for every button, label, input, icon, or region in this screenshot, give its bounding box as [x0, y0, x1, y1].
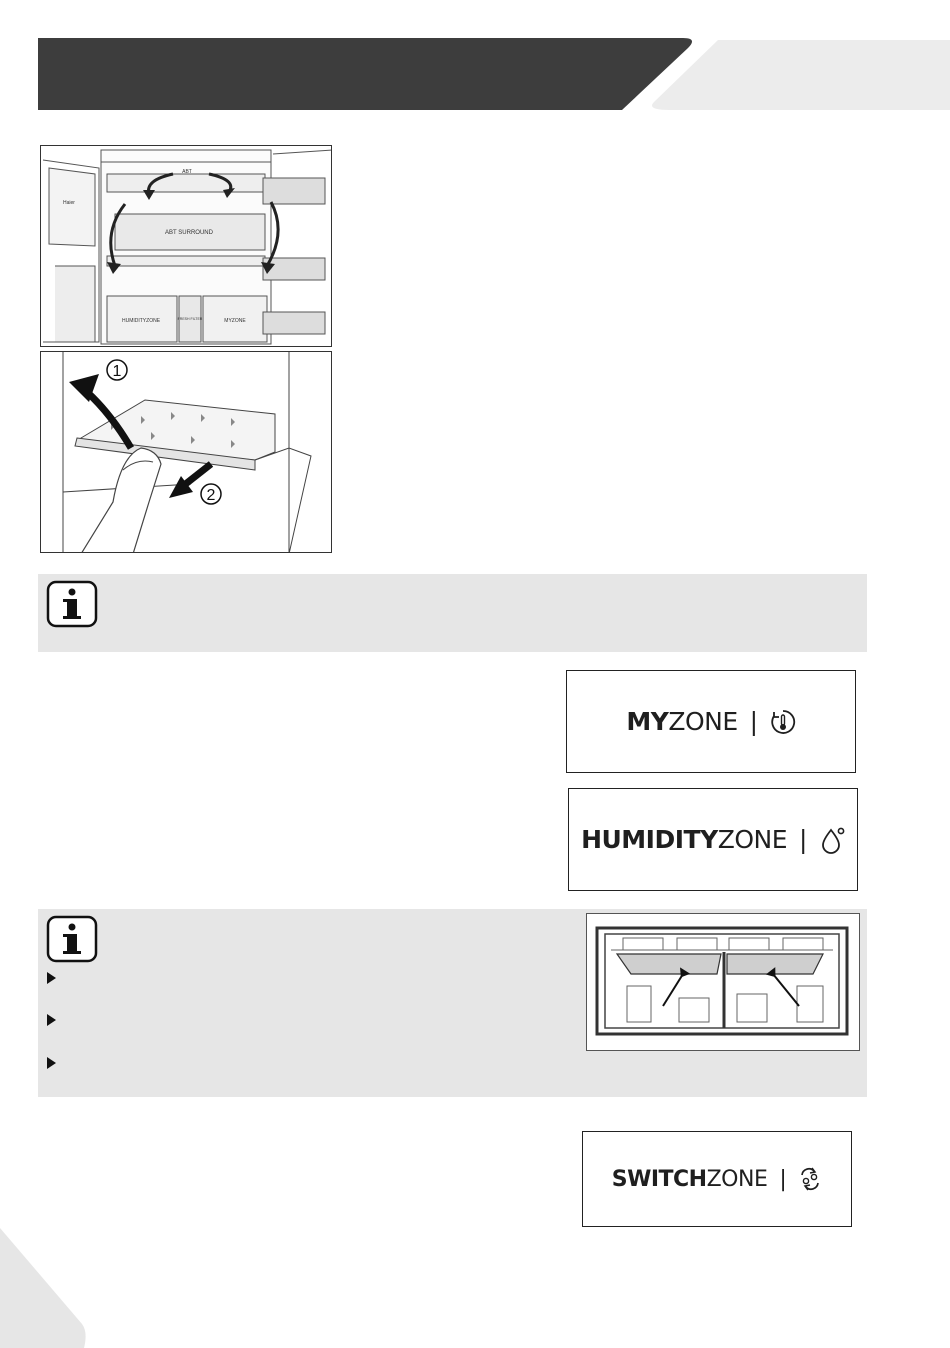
switchzone-logo-box: [582, 1131, 852, 1227]
myzone-logo-box: [566, 670, 856, 773]
switchzone-logo-light: ZONE: [706, 1166, 768, 1192]
humidityzone-logo-light: ZONE: [717, 825, 787, 854]
humidityzone-logo-box: [568, 788, 858, 891]
myzone-logo-bold: MY: [626, 707, 669, 736]
water-drop-icon: [819, 826, 845, 854]
step-2-number: 2: [206, 487, 216, 504]
fridge-label-abt: ABT: [182, 169, 192, 175]
fridge-label-humidityzone: HUMIDITYZONE: [121, 318, 161, 324]
fridge-label-surround: ABT SURROUND: [165, 230, 213, 236]
myzone-logo-separator: |: [749, 707, 758, 736]
info-box-2: [38, 909, 867, 1097]
info-icon: [46, 915, 98, 963]
myzone-logo-light: ZONE: [668, 707, 738, 736]
header-bar: [38, 38, 698, 110]
triangle-bullet-icon: [47, 1014, 56, 1026]
switchzone-logo-separator: |: [779, 1166, 787, 1192]
switch-arrows-icon: [798, 1166, 822, 1192]
triangle-bullet-icon: [47, 972, 56, 984]
humidityzone-logo-separator: |: [799, 825, 807, 854]
switchzone-logo-bold: SWITCH: [611, 1166, 707, 1192]
drawer-divider-figure: [586, 913, 860, 1051]
info-box-1: [38, 574, 867, 652]
myzone-logo: [626, 707, 795, 736]
corner-decoration: [0, 1228, 90, 1348]
switchzone-logo: [612, 1166, 823, 1192]
fridge-interior-illustration: [41, 146, 332, 347]
triangle-bullet-icon: [47, 1057, 56, 1069]
humidityzone-logo-bold: HUMIDITY: [581, 825, 718, 854]
fridge-interior-figure: [40, 145, 332, 347]
info-icon: [46, 580, 98, 628]
humidityzone-logo: [581, 825, 845, 854]
fridge-label-brand: Haier: [63, 200, 75, 206]
shelf-removal-figure: [40, 351, 332, 553]
thermometer-icon: [770, 709, 796, 735]
drawer-divider-illustration: [587, 914, 860, 1051]
step-1-number: 1: [112, 363, 122, 380]
shelf-removal-illustration: [41, 352, 332, 553]
fridge-label-myzone: MYZONE: [224, 318, 246, 324]
fridge-label-filter: FRESH FILTER: [177, 317, 203, 321]
